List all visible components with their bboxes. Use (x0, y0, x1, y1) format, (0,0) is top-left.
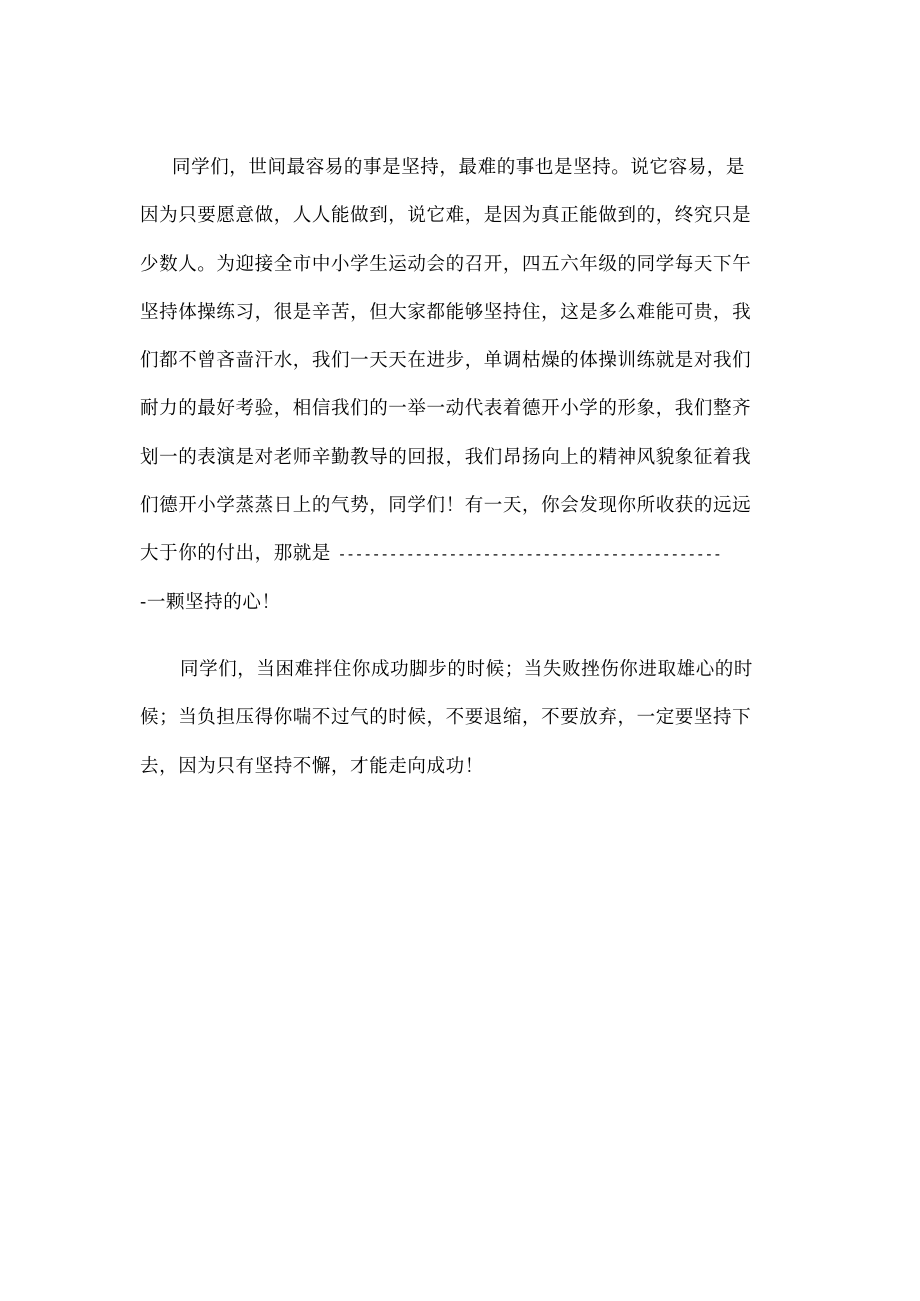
paragraph-1-line-6: 耐力的最好考验，相信我们的一举一动代表着德开小学的形象，我们整齐 (140, 398, 752, 420)
paragraph-1-line-9 (140, 530, 788, 578)
paragraph-1-line-2: 因为只要愿意做，人人能做到，说它难，是因为真正能做到的，终究只是 (140, 205, 752, 227)
paragraph-2-line-1: 同学们，当困难拌住你成功脚步的时候；当失败挫伤你进取雄心的时 (180, 659, 754, 680)
paragraph-2-line-3: 去，因为只有坚持不懈，才能走向成功！ (140, 755, 484, 777)
paragraph-1-line-4: 坚持体操练习，很是辛苦，但大家都能够坚持住，这是多么难能可贵，我 (140, 301, 752, 323)
paragraph-1-line-10: -一颗坚持的心！ (140, 591, 281, 613)
paragraph-2 (140, 646, 788, 791)
paragraph-1-line-3: 少数人。为迎接全市中小学生运动会的召开，四五六年级的同学每天下午 (140, 253, 752, 275)
paragraph-1-line-9-text: 大于你的付出，那就是 (140, 543, 332, 565)
dash-line: --------------------------------------------- (337, 545, 722, 564)
paragraph-2-line-2: 候；当负担压得你喘不过气的时候，不要退缩，不要放弃，一定要坚持下 (140, 707, 752, 729)
paragraph-1 (140, 144, 788, 627)
paragraph-1-line-5: 们都不曾吝啬汗水，我们一天天在进步，单调枯燥的体操训练就是对我们 (140, 350, 752, 372)
paragraph-1-line-1: 同学们，世间最容易的事是坚持，最难的事也是坚持。说它容易，是 (172, 157, 746, 178)
paragraph-1-line-7: 划一的表演是对老师辛勤教导的回报，我们昂扬向上的精神风貌象征着我 (140, 446, 752, 468)
paragraph-1-line-8: 们德开小学蒸蒸日上的气势，同学们！有一天，你会发现你所收获的远远 (140, 495, 752, 517)
